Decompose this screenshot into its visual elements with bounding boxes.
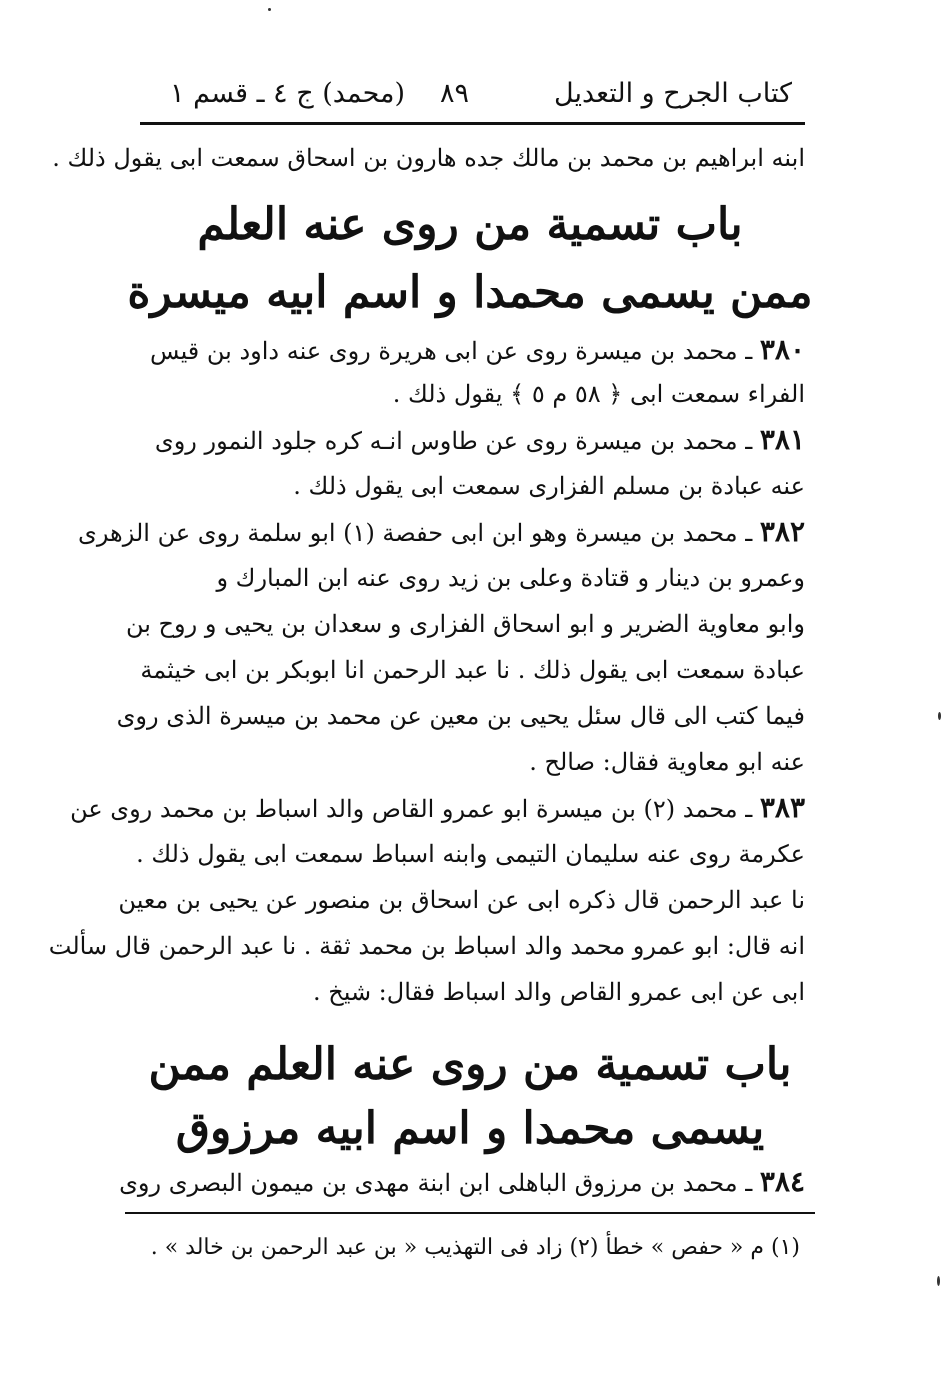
volume-label: (محمد) ج ٤ ـ قسم ١ [170, 78, 405, 109]
entry-382-line-2: وعمرو بن دينار و قتادة وعلى بن زيد روى عنه ابن المبارك و [216, 564, 805, 592]
entry-382-line-6: عنه ابو معاوية فقال: صالح . [529, 748, 805, 776]
entry-383-line-4: انه قال: ابو عمرو محمد والد اسباط بن محمد ثقة . نا عبد الرحمن قال سألت [48, 932, 805, 960]
text-line: ابنه ابراهيم بن محمد بن مالك جده هارون بن اسحاق سمعت ابى يقول ذلك . [52, 144, 805, 172]
entry-text: ـ محمد (٢) بن ميسرة ابو عمرو القاص والد اسباط بن محمد روى عن [70, 795, 753, 823]
scan-speck [937, 1276, 940, 1286]
entry-380-line-1 [135, 328, 805, 372]
book-title: كتاب الجرح و التعديل [554, 78, 792, 109]
entry-382-line-1 [78, 510, 805, 554]
entry-384 [119, 1160, 805, 1204]
footnote-rule [125, 1212, 815, 1214]
entry-382-line-4: عبادة سمعت ابى يقول ذلك . نا عبد الرحمن انا ابوبكر بن ابى خيثمة [140, 656, 805, 684]
entry-382-line-3: وابو معاوية الضرير و ابو اسحاق الفزارى و سعدان بن يحيى و روح بن [125, 610, 805, 638]
entry-383-line-5: ابى عن ابى عمرو القاص والد اسباط فقال: شيخ . [312, 978, 805, 1006]
running-header [140, 70, 800, 116]
entry-number: ٣٨١ [759, 423, 805, 456]
chapter-heading-line: يسمى محمدا و اسم ابيه مرزوق [175, 1103, 765, 1154]
scan-speck [938, 712, 941, 720]
entry-381-line-2: عنه عبادة بن مسلم الفزارى سمعت ابى يقول ذلك . [293, 472, 805, 500]
page-number: ٨٩ [440, 78, 470, 109]
entry-380-line-2: الفراء سمعت ابى ﴿ ٥٨ م ٥ ﴾ يقول ذلك . [392, 380, 805, 408]
entry-text: ـ محمد بن ميسرة روى عن طاوس انـه كره جلود النمور روى [154, 427, 753, 455]
entry-text: ـ محمد بن ميسرة روى عن ابى هريرة روى عنه داود بن قيس [149, 337, 753, 365]
entry-text: ـ محمد بن ميسرة وهو ابن ابى حفصة (١) ابو سلمة روى عن الزهرى [78, 519, 753, 547]
entry-number: ٣٨٠ [759, 333, 805, 366]
scan-speck [268, 8, 271, 11]
entry-381-line-1 [135, 418, 805, 462]
entry-383-line-1 [70, 786, 805, 830]
footnotes: (١) م « حفص » خطأ (٢) زاد فى التهذيب « بن عبد الرحمن بن خالد » . [150, 1235, 800, 1260]
chapter-heading-line: باب تسمية من روى عنه العلم [197, 199, 743, 250]
continuation-paragraph [52, 136, 805, 180]
chapter-heading-line: باب تسمية من روى عنه العلم ممن [148, 1039, 792, 1090]
entry-382-line-5: فيما كتب الى قال سئل يحيى بن معين عن محمد بن ميسرة الذى روى [116, 702, 805, 730]
entry-text: ـ محمد بن مرزوق الباهلى ابن ابنة مهدى بن ميمون البصرى روى [119, 1169, 753, 1197]
entry-383-line-2: عكرمة روى عنه سليمان التيمى وابنه اسباط سمعت ابى يقول ذلك . [136, 840, 805, 868]
entry-number: ٣٨٢ [759, 515, 805, 548]
entry-384-line-1 [119, 1160, 805, 1204]
entries-block [48, 328, 805, 1038]
header-rule [140, 122, 805, 125]
entry-number: ٣٨٤ [759, 1165, 805, 1198]
chapter-heading-line: ممن يسمى محمدا و اسم ابيه ميسرة [127, 267, 813, 318]
entry-383-line-3: نا عبد الرحمن قال ذكره ابى عن اسحاق بن منصور عن يحيى بن معين [118, 886, 805, 914]
entry-number: ٣٨٣ [759, 791, 805, 824]
